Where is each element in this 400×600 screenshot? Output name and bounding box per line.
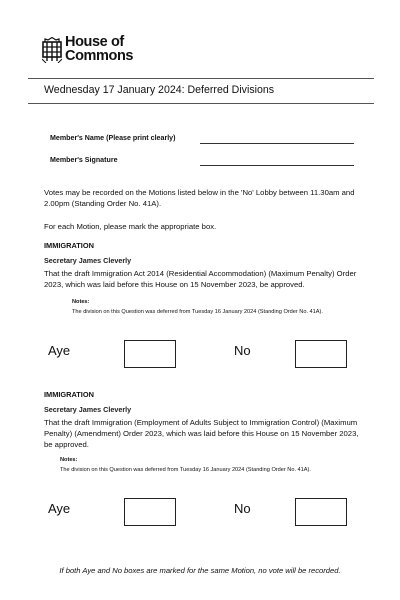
voting-instructions: Votes may be recorded on the Motions listed below in the 'No' Lobby between 11.30am and 2.00pm (Standing Order No. 41A). [44, 188, 355, 208]
logo-line-2: Commons [65, 47, 134, 64]
motion-2-minister: Secretary James Cleverly [44, 405, 132, 414]
motion-2-notes-text: The division on this Question was deferred from Tuesday 16 January 2024 (Standing Order No. 41A). [60, 467, 311, 473]
title-divider [28, 103, 374, 104]
motion-1-no-checkbox[interactable] [295, 340, 347, 368]
motion-2-aye-checkbox[interactable] [124, 498, 176, 526]
logo-wordmark [65, 36, 133, 63]
house-of-commons-logo [42, 36, 162, 66]
motion-1-text: That the draft Immigration Act 2014 (Residential Accommodation) (Maximum Penalty) Order 2023, which was laid before this House on 15 November 2023, be approved. [44, 269, 357, 289]
motion-2-aye-label: Aye [48, 501, 71, 516]
footer-warning: If both Aye and No boxes are marked for the same Motion, no vote will be recorded. [59, 566, 341, 575]
motion-1-heading: IMMIGRATION [44, 241, 94, 250]
motion-2-no-checkbox[interactable] [295, 498, 347, 526]
motion-1-aye-checkbox[interactable] [124, 340, 176, 368]
marking-instructions: For each Motion, please mark the appropriate box. [44, 222, 217, 231]
portcullis-icon [42, 37, 62, 63]
motion-2-no-label: No [234, 501, 251, 516]
motion-2-heading: IMMIGRATION [44, 390, 94, 399]
motion-1-minister: Secretary James Cleverly [44, 256, 132, 265]
member-name-label: Member's Name (Please print clearly) [50, 134, 176, 142]
top-divider [28, 78, 374, 79]
motion-2-text: That the draft Immigration (Employment of Adults Subject to Immigration Control) (Maximum Penalty) (Amendment) Order 2023, which was laid before this House on 15 November 2023, be approved. [44, 418, 359, 449]
motion-1-no-label: No [234, 343, 251, 358]
motion-1-aye-label: Aye [48, 343, 71, 358]
motion-1-notes-label: Notes: [72, 299, 90, 305]
motion-2-notes-label: Notes: [60, 457, 78, 463]
member-signature-field[interactable] [200, 165, 354, 166]
motion-1-notes-text: The division on this Question was deferred from Tuesday 16 January 2024 (Standing Order No. 41A). [72, 309, 323, 315]
logo-line-1: House of [65, 34, 124, 50]
member-signature-label: Member's Signature [50, 156, 118, 164]
page-title: Wednesday 17 January 2024: Deferred Divisions [44, 84, 275, 96]
member-name-field[interactable] [200, 143, 354, 144]
